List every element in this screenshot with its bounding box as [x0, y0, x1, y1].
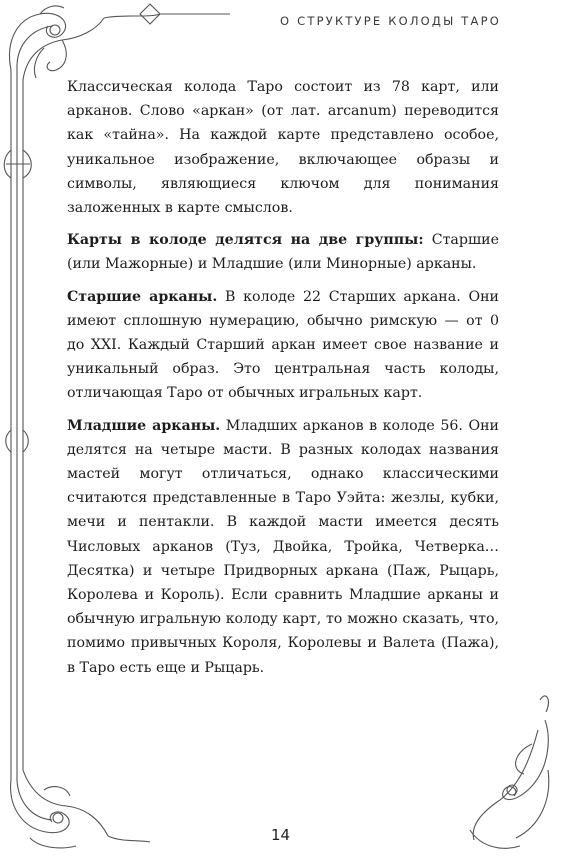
paragraph-lead: Карты в колоде делятся на две группы:	[67, 232, 424, 249]
paragraph-text: В колоде 22 Старших аркана. Они имеют сплошную нумерацию, обычно римскую — от 0 до XXI. Каждый Старший аркан имеет свое название и уникальный образ. Это центральная часть колоды, отличающая Таро от обычных игральных карт.	[67, 288, 500, 402]
running-head: О СТРУКТУРЕ КОЛОДЫ ТАРО	[280, 14, 501, 28]
paragraph-text: Старшие (или Мажорные) и Младшие (или Минорные) арканы.	[67, 232, 500, 273]
paragraph-minor-arcana	[67, 414, 499, 680]
paragraph-text: Классическая колода Таро состоит из 78 карт, или арканов. Слово «аркан» (от лат. arcanum) переводится как «тайна». На каждой карте представлено особое, уникальное изображение, включающее образы и символы, являющиеся ключом для понимания заложенных в карте смыслов.	[67, 79, 499, 217]
paragraph-lead: Младшие арканы.	[67, 417, 221, 434]
paragraph-groups	[67, 228, 499, 276]
body-text	[67, 75, 499, 688]
paragraph-lead: Старшие арканы.	[67, 288, 218, 305]
paragraph-text: Младших арканов в колоде 56. Они делятся на четыре масти. В разных колодах названия мастей могут отличаться, однако классическими считаются представленные в Таро Уэйта: жезлы, кубки, мечи и пентакли. В каждой масти имеется десять Числовых арканов (Туз, Двойка, Тройка, Четверка… Десятка) и четыре Придворных аркана (Паж, Рыцарь, Королева и Король). Если сравнить Младшие арканы и обычную игральную колоду карт, то можно сказать, что, помимо привычных Короля, Королевы и Валета (Пажа), в Таро есть еще и Рыцарь.	[67, 417, 499, 676]
paragraph-intro	[67, 75, 499, 220]
page-number: 14	[270, 826, 291, 844]
paragraph-major-arcana	[67, 285, 499, 406]
